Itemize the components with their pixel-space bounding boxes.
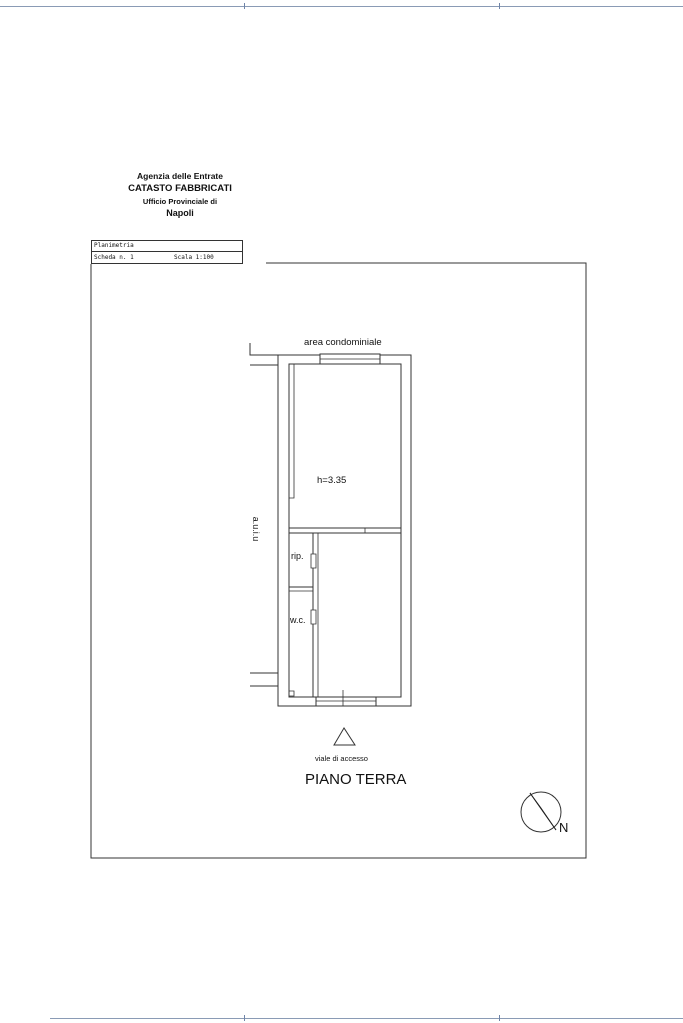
wc-room-label: w.c. — [290, 615, 306, 625]
wc-door — [311, 610, 316, 624]
sheet-frame — [91, 263, 586, 858]
access-arrow-icon — [334, 728, 355, 745]
compass-circle-icon — [521, 792, 561, 832]
city-name: Napoli — [166, 208, 194, 218]
building-inner-wall — [289, 364, 401, 697]
scale-label: Scala 1:100 — [174, 254, 214, 261]
agency-name: Agenzia delle Entrate — [137, 171, 223, 181]
access-label: viale di accesso — [315, 754, 368, 763]
side-label: a.u.i.u — [251, 516, 261, 542]
scheda-number: Scheda n. 1 — [94, 254, 134, 261]
rip-room-label: rip. — [291, 551, 304, 561]
entrance-door — [316, 697, 376, 706]
building-outer-wall — [278, 355, 411, 706]
corner-shaft — [289, 691, 294, 696]
boundary-mark-bottom — [250, 686, 278, 706]
catasto-title: CATASTO FABBRICATI — [128, 183, 232, 194]
floor-title: PIANO TERRA — [305, 771, 407, 788]
north-label: N — [559, 820, 569, 835]
ufficio-label: Ufficio Provinciale di — [142, 197, 218, 206]
boundary-mark-top — [250, 343, 278, 355]
upper-room-inner-wall — [289, 364, 294, 498]
ceiling-height-label: h=3.35 — [317, 475, 347, 486]
rip-door — [311, 554, 316, 568]
plan-type: Planimetria — [92, 241, 242, 252]
area-condominiale-label: area condominiale — [304, 337, 382, 348]
north-arrow-shaft — [530, 793, 556, 830]
